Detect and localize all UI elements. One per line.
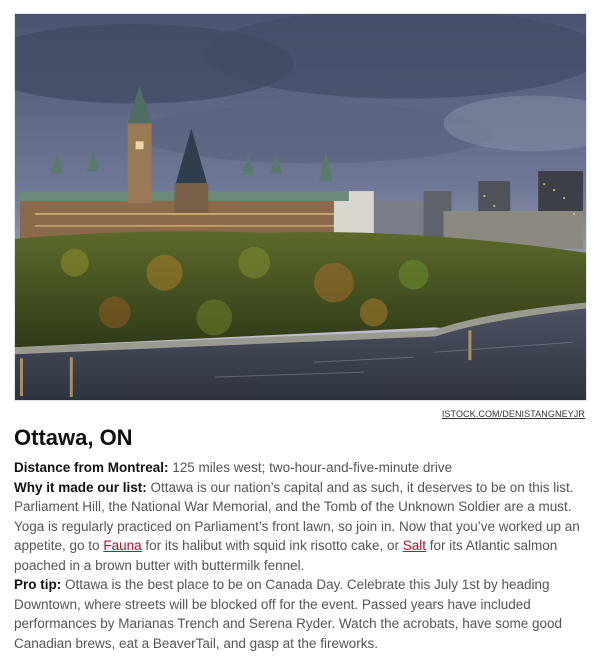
salt-link[interactable]: Salt [402,538,426,553]
tip-label: Pro tip: [14,577,62,592]
fauna-link[interactable]: Fauna [103,538,142,553]
article-title: Ottawa, ON [14,425,133,450]
why-text-1: Ottawa is our nation’s capital and as such, it deserves to be on this list. Parliament Hill, the National War Memorial, and the Tomb of the Unknown Soldier are a must. Yoga is regularly practiced on Parliament’s front lawn, so join in. Now that you’ve worked up an appetite, go to [14,479,580,553]
distance-value: 125 miles west; two-hour-and-five-minute drive [168,460,453,475]
why-paragraph [14,478,589,576]
article-body [14,458,589,653]
parliament-hill-image [15,14,586,400]
distance-paragraph [14,458,589,478]
distance-label: Distance from Montreal: [14,460,169,475]
why-text-3: for its Atlantic salmon poached in a brown butter with buttermilk fennel. [14,538,558,573]
photo-credit[interactable]: ISTOCK.COM/DENISTANGNEYJR [441,409,585,419]
hero-photo [14,13,587,401]
tip-paragraph [14,575,589,653]
why-label: Why it made our list: [14,479,147,495]
why-text-2: for its halibut with squid ink risotto cake, or [141,538,403,553]
tip-text: Ottawa is the best place to be on Canada Day. Celebrate this July 1st by heading Downtown, where streets will be blocked off for the event. Passed years have included performances by Marianas Trench and Serena Ryder. Watch the acrobats, have some good Canadian brews, eat a BeaverTail, and gasp at the fireworks. [14,577,563,651]
